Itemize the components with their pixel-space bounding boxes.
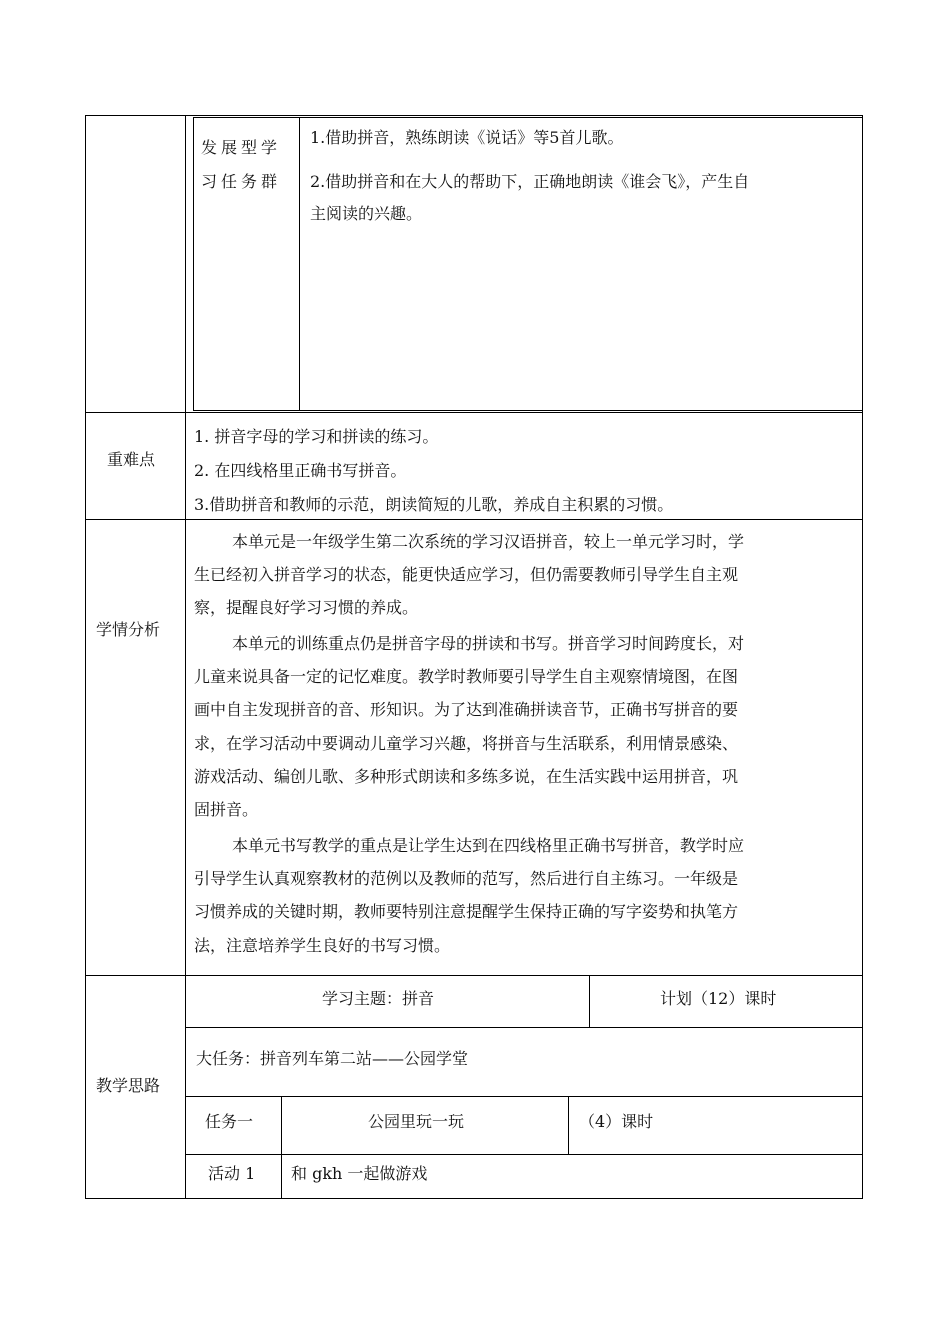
task-group-label: 发展型学	[201, 138, 282, 157]
key-point-item: 1. 拼音字母的学习和拼读的练习。	[194, 427, 439, 446]
row-divider	[185, 1096, 863, 1097]
analysis-line: 求，在学习活动中要调动儿童学习兴趣，将拼音与生活联系，利用情景感染、	[194, 734, 739, 753]
analysis-line: 本单元是一年级学生第二次系统的学习汉语拼音，较上一单元学习时，学	[232, 532, 745, 551]
analysis-line: 引导学生认真观察教材的范例以及教师的范写，然后进行自主练习。一年级是	[194, 869, 739, 888]
inner-column-divider	[193, 117, 194, 411]
task-hours: （4）课时	[579, 1112, 654, 1131]
row-divider	[185, 1154, 863, 1155]
key-point-item: 2. 在四线格里正确书写拼音。	[194, 461, 407, 480]
row-divider	[85, 975, 863, 976]
table-border-bottom	[85, 1198, 863, 1199]
column-divider	[281, 1096, 282, 1199]
big-task: 大任务：拼音列车第二站——公园学堂	[196, 1049, 469, 1068]
analysis-label: 学情分析	[96, 620, 161, 639]
row-divider	[85, 519, 863, 520]
analysis-line: 本单元书写教学的重点是让学生达到在四线格里正确书写拼音，教学时应	[232, 836, 745, 855]
column-divider	[568, 1096, 569, 1155]
row-divider	[85, 412, 863, 413]
task-label: 任务一	[205, 1112, 254, 1131]
task-name: 公园里玩一玩	[368, 1112, 465, 1131]
analysis-line: 画中自主发现拼音的音、形知识。为了达到准确拼读音节，正确书写拼音的要	[194, 700, 739, 719]
row-divider	[193, 410, 862, 411]
activity-label: 活动 1	[208, 1164, 256, 1183]
inner-table-top	[193, 117, 862, 118]
analysis-line: 游戏活动、编创儿歌、多种形式朗读和多练多说，在生活实践中运用拼音，巩	[194, 767, 739, 786]
analysis-line: 法，注意培养学生良好的书写习惯。	[194, 936, 451, 955]
analysis-line: 本单元的训练重点仍是拼音字母的拼读和书写。拼音学习时间跨度长，对	[232, 634, 745, 653]
table-border-right	[862, 115, 863, 1199]
task-group-item: 2.借助拼音和在大人的帮助下，正确地朗读《谁会飞》，产生自	[310, 172, 750, 191]
planned-hours: 计划（12）课时	[660, 989, 777, 1008]
learning-theme: 学习主题：拼音	[322, 989, 435, 1008]
teaching-label: 教学思路	[96, 1076, 161, 1095]
table-border-top	[85, 115, 863, 116]
task-group-item: 1.借助拼音，熟练朗读《说话》等5首儿歌。	[310, 128, 624, 147]
inner-column-divider	[299, 117, 300, 411]
key-point-item: 3.借助拼音和教师的示范，朗读简短的儿歌，养成自主积累的习惯。	[194, 495, 674, 514]
task-group-label: 习任务群	[201, 172, 282, 191]
analysis-line: 生已经初入拼音学习的状态，能更快适应学习，但仍需要教师引导学生自主观	[194, 565, 739, 584]
analysis-line: 固拼音。	[194, 800, 259, 819]
analysis-line: 儿童来说具备一定的记忆难度。教学时教师要引导学生自主观察情境图，在图	[194, 667, 739, 686]
table-border-left	[85, 115, 86, 1199]
label-column-divider	[185, 115, 186, 1199]
analysis-line: 习惯养成的关键时期，教师要特别注意提醒学生保持正确的写字姿势和执笔方	[194, 902, 739, 921]
column-divider	[589, 975, 590, 1028]
analysis-line: 察，提醒良好学习习惯的养成。	[194, 598, 419, 617]
task-group-item: 主阅读的兴趣。	[310, 204, 423, 223]
key-points-label: 重难点	[107, 450, 156, 469]
row-divider	[185, 1027, 863, 1028]
activity-name: 和 gkh 一起做游戏	[291, 1164, 428, 1183]
